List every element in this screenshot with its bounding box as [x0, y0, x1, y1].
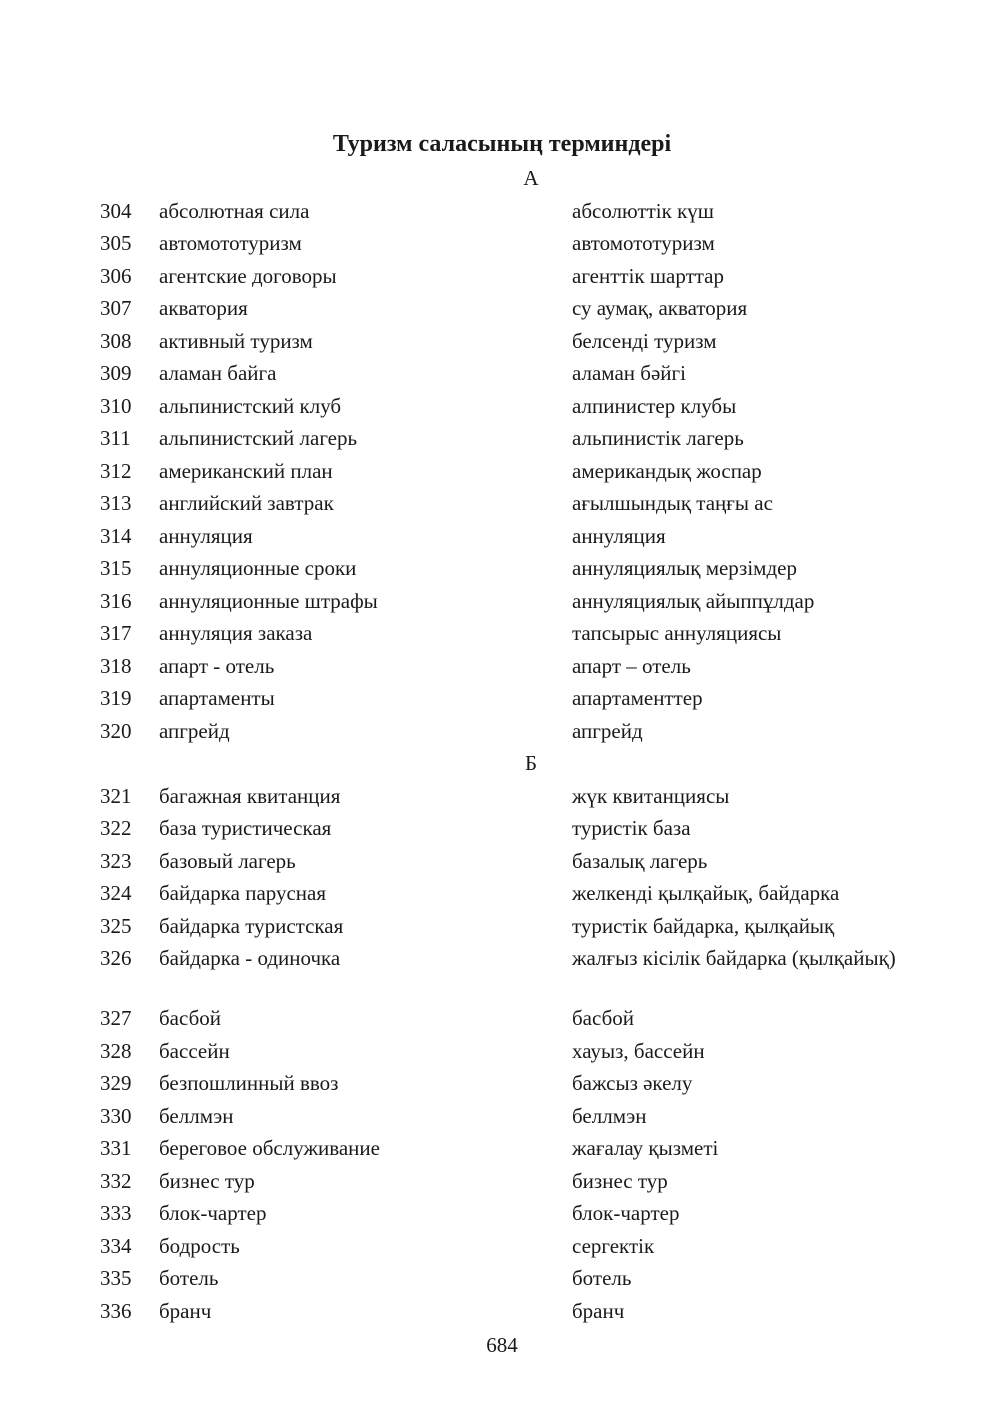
russian-term: аннуляция заказа [159, 621, 313, 645]
russian-term: бассейн [159, 1038, 230, 1063]
term-number: 328 [100, 1038, 132, 1063]
term-number: 332 [100, 1168, 132, 1193]
term-number: 327 [100, 1006, 132, 1030]
russian-term: багажная квитанция [159, 783, 341, 808]
kazakh-term: бранч [572, 1298, 625, 1323]
kazakh-term: аннуляциялық айыппұлдар [572, 588, 815, 613]
term-row [100, 942, 900, 1002]
term-row [100, 1165, 900, 1198]
kazakh-term: ботель [572, 1266, 632, 1290]
kazakh-term: блок-чартер [572, 1201, 680, 1225]
russian-term: английский завтрак [159, 491, 334, 515]
russian-term: агентские договоры [159, 263, 337, 288]
kazakh-term: жүк квитанциясы [572, 783, 730, 808]
term-row [100, 877, 900, 910]
term-number: 315 [100, 556, 132, 580]
kazakh-term: апгрейд [572, 718, 643, 743]
term-number: 318 [100, 653, 132, 678]
kazakh-term: белсенді туризм [572, 328, 717, 353]
russian-term: басбой [159, 1006, 222, 1030]
term-number: 331 [100, 1136, 132, 1160]
russian-term: блок-чартер [159, 1201, 267, 1225]
term-number: 330 [100, 1103, 132, 1128]
term-row [100, 195, 900, 228]
russian-term: апгрейд [159, 718, 230, 743]
term-number: 333 [100, 1201, 132, 1225]
term-row [100, 520, 900, 553]
term-number: 317 [100, 621, 132, 645]
term-row [100, 845, 900, 878]
russian-term: береговое обслуживание [159, 1136, 380, 1160]
term-number: 316 [100, 588, 132, 613]
kazakh-term: альпинистік лагерь [572, 426, 744, 450]
kazakh-term: американдық жоспар [572, 458, 762, 483]
term-number: 306 [100, 263, 132, 288]
term-row [100, 910, 900, 943]
term-list [100, 162, 900, 1327]
term-row [100, 1197, 900, 1230]
term-row [100, 1035, 900, 1068]
term-number: 305 [100, 231, 132, 255]
section-letter: Б [524, 751, 538, 775]
term-row [100, 552, 900, 585]
term-row [100, 227, 900, 260]
term-number: 307 [100, 296, 132, 320]
term-number: 336 [100, 1298, 132, 1323]
page-title: Туризм саласының терминдері [332, 131, 672, 157]
term-row [100, 1002, 900, 1035]
russian-term: бранч [159, 1298, 212, 1323]
kazakh-term: базалық лагерь [572, 848, 708, 873]
term-row [100, 357, 900, 390]
term-row [100, 1262, 900, 1295]
russian-term: байдарка парусная [159, 881, 327, 905]
kazakh-term: апарт – отель [572, 653, 691, 678]
term-row [100, 1230, 900, 1263]
russian-term: базовый лагерь [159, 848, 296, 873]
term-row [100, 422, 900, 455]
term-number: 308 [100, 328, 132, 353]
kazakh-term: туристік байдарка, қылқайық [572, 913, 835, 938]
russian-term: бизнес тур [159, 1168, 255, 1193]
kazakh-term: басбой [572, 1006, 635, 1030]
kazakh-term: агенттік шарттар [572, 263, 725, 288]
kazakh-term: бизнес тур [572, 1168, 668, 1193]
term-number: 304 [100, 198, 132, 223]
kazakh-term: тапсырыс аннуляциясы [572, 621, 782, 645]
russian-term: аннуляционные штрафы [159, 588, 378, 613]
term-number: 319 [100, 686, 132, 710]
russian-term: безпошлинный ввоз [159, 1071, 339, 1095]
term-number: 329 [100, 1071, 132, 1095]
russian-term: байдарка туристская [159, 913, 344, 938]
page-number: 684 [486, 1333, 518, 1357]
term-number: 326 [100, 946, 132, 970]
term-number: 313 [100, 491, 132, 515]
kazakh-term: аламан бәйгі [572, 361, 686, 385]
term-number: 325 [100, 913, 132, 938]
term-number: 334 [100, 1233, 132, 1258]
term-row [100, 390, 900, 423]
russian-term: апарт - отель [159, 653, 275, 678]
term-row [100, 325, 900, 358]
term-number: 311 [100, 426, 131, 450]
kazakh-term: алпинистер клубы [572, 393, 737, 418]
term-row [100, 1067, 900, 1100]
kazakh-term: сергектік [572, 1233, 655, 1258]
term-row [100, 812, 900, 845]
term-number: 322 [100, 816, 132, 840]
russian-term: аннуляционные сроки [159, 556, 357, 580]
kazakh-term: туристік база [572, 816, 691, 840]
russian-term: бодрость [159, 1233, 240, 1258]
russian-term: американский план [159, 458, 333, 483]
term-row [100, 455, 900, 488]
kazakh-term: ағылшындық таңғы ас [572, 491, 773, 515]
term-row [100, 715, 900, 748]
kazakh-term: аннуляция [572, 523, 666, 548]
kazakh-term: беллмэн [572, 1103, 647, 1128]
term-row [100, 260, 900, 293]
kazakh-term: бажсыз әкелу [572, 1071, 693, 1095]
russian-term: ботель [159, 1266, 219, 1290]
kazakh-term: автомототуризм [572, 231, 715, 255]
russian-term: активный туризм [159, 328, 313, 353]
russian-term: база туристическая [159, 816, 332, 840]
term-number: 320 [100, 718, 132, 743]
term-row [100, 780, 900, 813]
term-row [100, 487, 900, 520]
russian-term: автомототуризм [159, 231, 302, 255]
kazakh-term: жалғыз кісілік байдарка (қылқайық) [572, 946, 896, 970]
term-number: 310 [100, 393, 132, 418]
kazakh-term: жағалау қызметі [572, 1136, 719, 1160]
russian-term: беллмэн [159, 1103, 234, 1128]
russian-term: акватория [159, 296, 248, 320]
term-row [100, 617, 900, 650]
russian-term: альпинистский клуб [159, 393, 342, 418]
kazakh-term: абсолюттік күш [572, 198, 714, 223]
kazakh-term: апартаменттер [572, 686, 703, 710]
kazakh-term: аннуляциялық мерзімдер [572, 556, 797, 580]
term-row [100, 1100, 900, 1133]
russian-term: альпинистский лагерь [159, 426, 358, 450]
term-number: 312 [100, 458, 132, 483]
term-number: 314 [100, 523, 132, 548]
term-row [100, 292, 900, 325]
term-row [100, 650, 900, 683]
russian-term: абсолютная сила [159, 198, 310, 223]
russian-term: аннуляция [159, 523, 253, 548]
term-number: 321 [100, 783, 132, 808]
kazakh-term: желкенді қылқайық, байдарка [572, 881, 840, 905]
kazakh-term: хауыз, бассейн [572, 1038, 705, 1063]
term-row [100, 682, 900, 715]
term-number: 309 [100, 361, 132, 385]
russian-term: апартаменты [159, 686, 275, 710]
russian-term: байдарка - одиночка [159, 946, 341, 970]
term-number: 323 [100, 848, 132, 873]
russian-term: аламан байга [159, 361, 277, 385]
term-row [100, 1132, 900, 1165]
section-letter: А [523, 166, 539, 190]
kazakh-term: су аумақ, акватория [572, 296, 748, 320]
term-row [100, 1295, 900, 1328]
term-row [100, 585, 900, 618]
term-number: 335 [100, 1266, 132, 1290]
term-number: 324 [100, 881, 132, 905]
